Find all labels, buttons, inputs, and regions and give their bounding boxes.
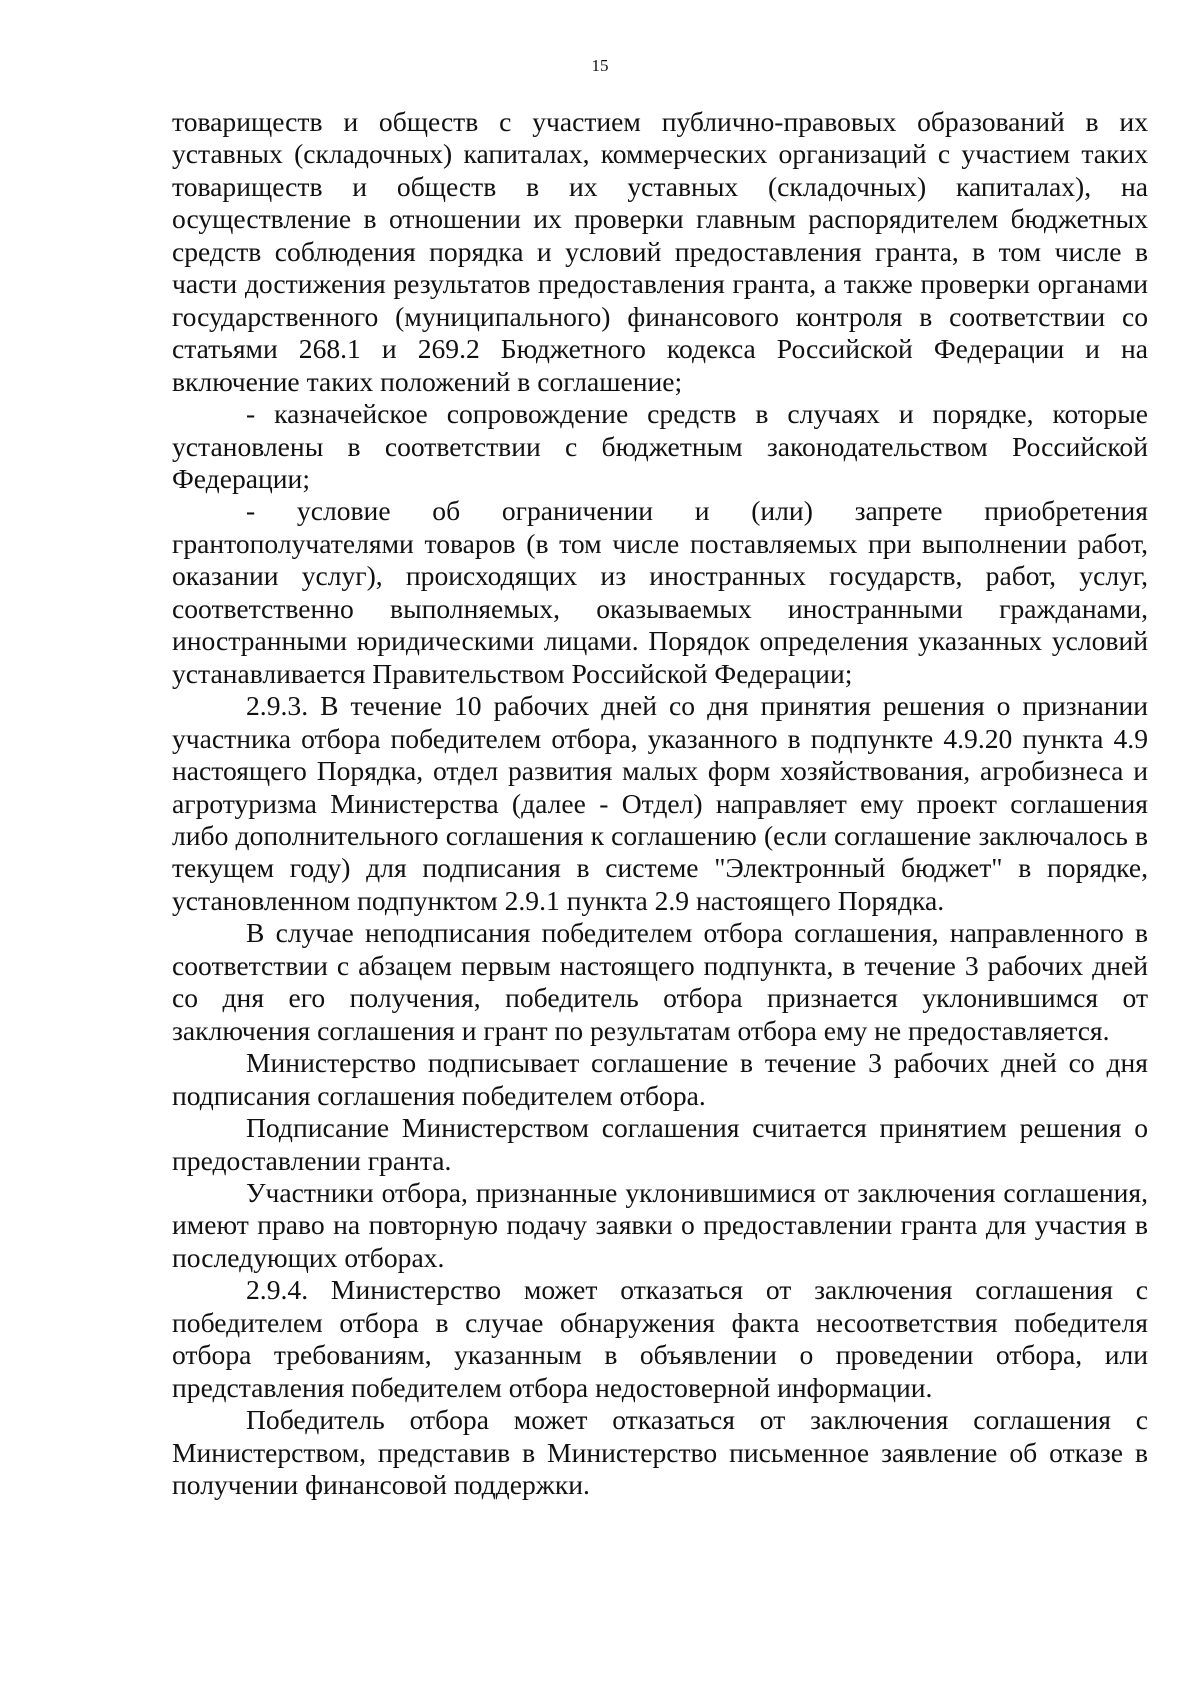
paragraph-non-signing: В случае неподписания победителем отбора соглашения, направленного в соответствии с абзацем первым настоящего подпункта, в течение 3 рабочих дней со дня его получения, победитель отбора признается уклонившимся от заключения соглашения и грант по результатам отбора ему не предоставляется. xyxy=(172,917,1148,1046)
list-item-purchase-restriction: - условие об ограничении и (или) запрете приобретения грантополучателями товаров (в том числе поставляемых при выполнении работ, оказании услуг), происходящих из иностранных государств, работ, услуг, соответственно выполняемых, оказываемых иностранными гражданами, иностранными юридическими лицами. Порядок определения указанных условий устанавливается Правительством Российской Федерации; xyxy=(172,495,1148,689)
document-body xyxy=(172,106,1148,1501)
paragraph-ministry-signs: Министерство подписывает соглашение в течение 3 рабочих дней со дня подписания соглашения победителем отбора. xyxy=(172,1047,1148,1111)
clause-2-9-4: 2.9.4. Министерство может отказаться от заключения соглашения с победителем отбора в случае обнаружения факта несоответствия победителя отбора требованиям, указанным в объявлении о проведении отбора, или представления победителем отбора недостоверной информации. xyxy=(172,1274,1148,1403)
paragraph-continuation: товариществ и обществ с участием публично-правовых образований в их уставных (складочных) капиталах, коммерческих организаций с участием таких товариществ и обществ в их уставных (складочных) капиталах), на осуществление в отношении их проверки главным распорядителем бюджетных средств соблюдения порядка и условий предоставления гранта, в том числе в части достижения результатов предоставления гранта, а также проверки органами государственного (муниципального) финансового контроля в соответствии со статьями 268.1 и 269.2 Бюджетного кодекса Российской Федерации и на включение таких положений в соглашение; xyxy=(172,106,1148,397)
paragraph-signing-decision: Подписание Министерством соглашения считается принятием решения о предоставлении гранта. xyxy=(172,1112,1148,1176)
paragraph-participants-reapply: Участники отбора, признанные уклонившимися от заключения соглашения, имеют право на повторную подачу заявки о предоставлении гранта для участия в последующих отборах. xyxy=(172,1176,1148,1273)
page-number: 15 xyxy=(591,56,609,75)
clause-2-9-3: 2.9.3. В течение 10 рабочих дней со дня принятия решения о признании участника отбора победителем отбора, указанного в подпункте 4.9.20 пункта 4.9 настоящего Порядка, отдел развития малых форм хозяйствования, агробизнеса и агротуризма Министерства (далее - Отдел) направляет ему проект соглашения либо дополнительного соглашения к соглашению (если соглашение заключалось в текущем году) для подписания в системе "Электронный бюджет" в порядке, установленном подпунктом 2.9.1 пункта 2.9 настоящего Порядка. xyxy=(172,690,1148,916)
paragraph-winner-refusal: Победитель отбора может отказаться от заключения соглашения с Министерством, представив в Министерство письменное заявление об отказе в получении финансовой поддержки. xyxy=(172,1404,1148,1501)
list-item-treasury-support: - казначейское сопровождение средств в случаях и порядке, которые установлены в соответствии с бюджетным законодательством Российской Федерации; xyxy=(172,398,1148,494)
